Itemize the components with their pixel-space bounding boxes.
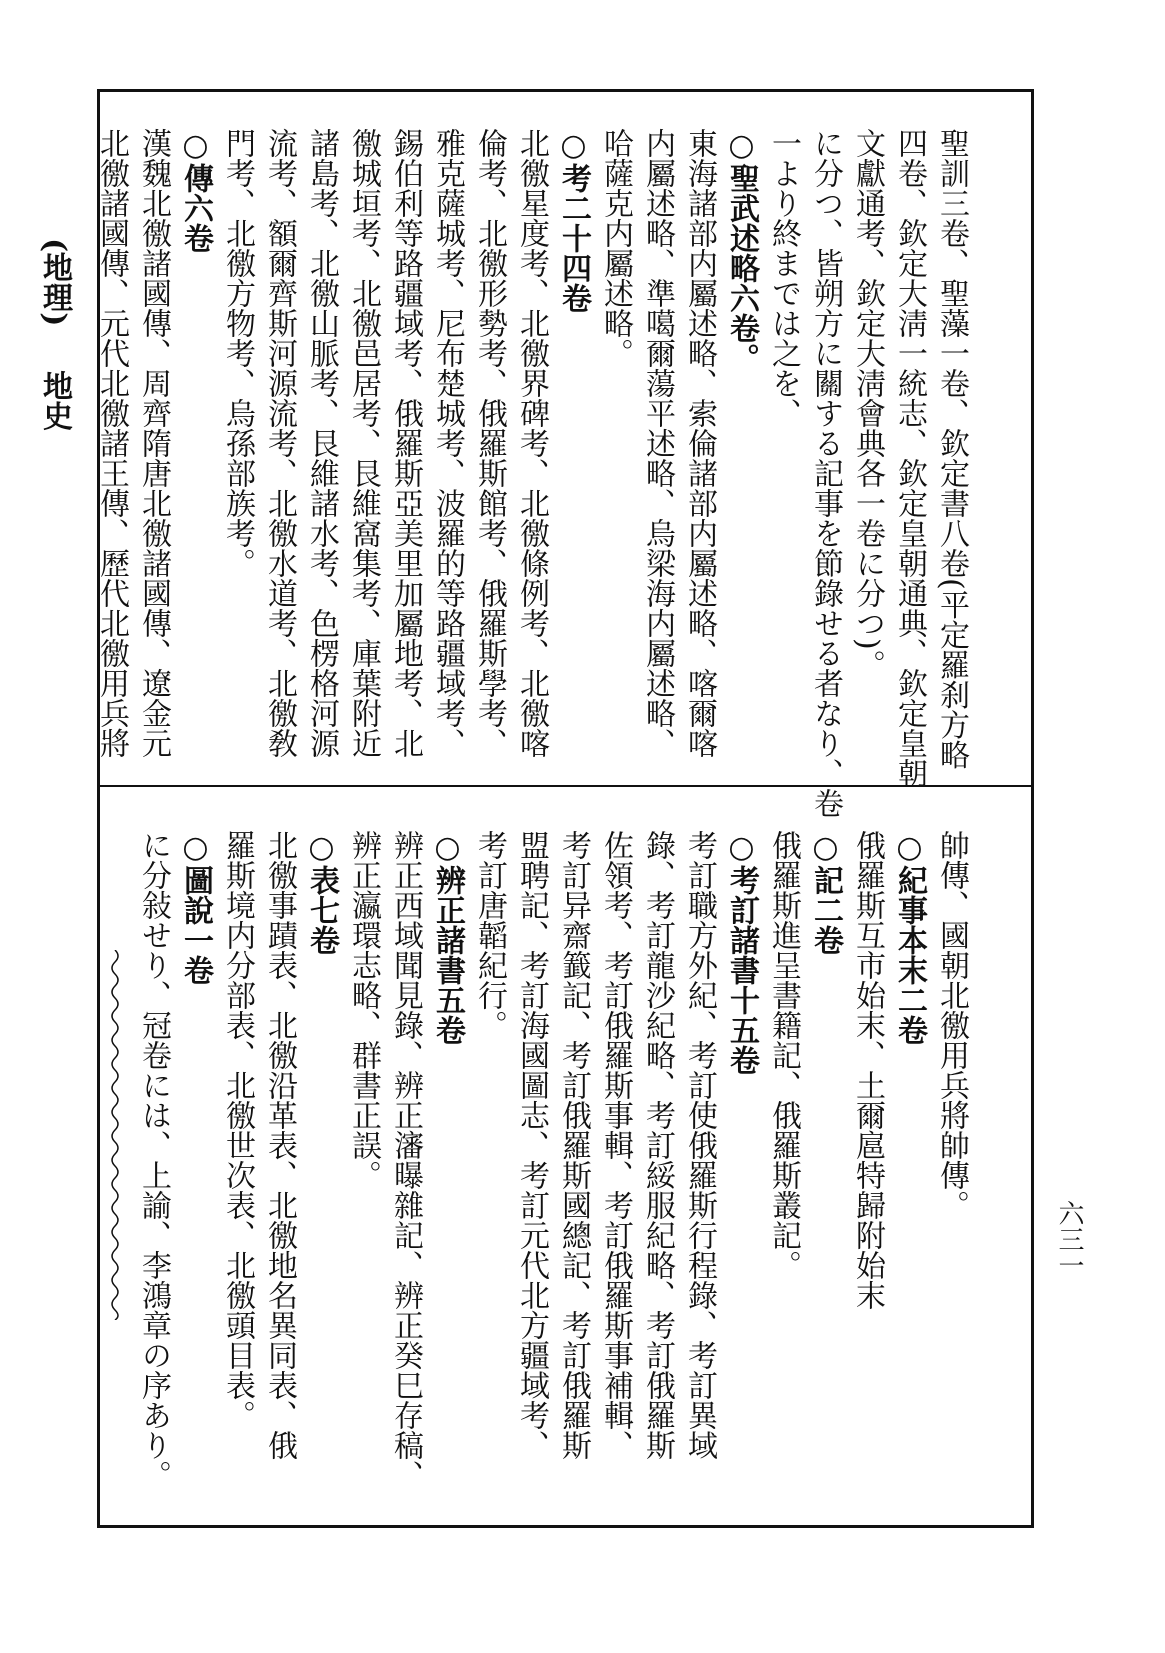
section-heading: ○考二十四卷 xyxy=(556,128,591,313)
text-column: 考訂職方外紀、考訂使俄羅斯行程錄、考訂異域 xyxy=(682,830,717,1460)
section-heading: ○圖說一卷 xyxy=(178,830,213,985)
section-heading: ○考訂諸書十五卷 xyxy=(724,830,759,1075)
text-column: 北徼事蹟表、北徼沿革表、北徼地名異同表、俄 xyxy=(262,830,297,1460)
text-column: 盟聘記、考訂海國圖志、考訂元代北方疆域考、 xyxy=(514,830,549,1460)
section-heading: ○紀事本末二卷 xyxy=(892,830,927,1045)
header-section: (地理) xyxy=(37,238,72,327)
text-column: 聖訓三卷、聖藻一卷、欽定書八卷(平定羅刹方略 xyxy=(934,128,969,770)
text-column: 内屬述略、準噶爾蕩平述略、烏梁海内屬述略、 xyxy=(640,128,675,758)
text-column: 羅斯境内分部表、北徼世次表、北徼頭目表。 xyxy=(220,830,255,1430)
text-column: 帥傳、國朝北徼用兵將帥傳。 xyxy=(934,830,969,1220)
text-column: に分つ、皆朔方に關する記事を節錄せる者なり、卷 xyxy=(808,128,843,818)
wavy-underline xyxy=(107,950,123,1320)
text-column: 流考、額爾齊斯河源流考、北徼水道考、北徼敎 xyxy=(262,128,297,758)
text-column: 漢魏北徼諸國傳、周齊隋唐北徼諸國傳、遼金元 xyxy=(136,128,171,758)
text-column: 北徼星度考、北徼界碑考、北徼條例考、北徼喀 xyxy=(514,128,549,758)
text-column: 東海諸部内屬述略、索倫諸部内屬述略、喀爾喀 xyxy=(682,128,717,758)
text-column: 門考、北徼方物考、烏孫部族考。 xyxy=(220,128,255,578)
text-column: 雅克薩城考、尼布楚城考、波羅的等路疆域考、 xyxy=(430,128,465,758)
text-column: 俄羅斯進呈書籍記、俄羅斯叢記。 xyxy=(766,830,801,1280)
text-column: 哈薩克内屬述略。 xyxy=(598,128,633,368)
text-column: 考訂唐韜紀行。 xyxy=(472,830,507,1040)
section-heading: ○記二卷 xyxy=(808,830,843,955)
section-heading: ○聖武述略六卷。 xyxy=(724,128,759,373)
page-header xyxy=(30,238,78,431)
text-column: 錫伯利等路疆域考、俄羅斯亞美里加屬地考、北 xyxy=(388,128,423,758)
page-number: 六三一 xyxy=(1054,1200,1084,1278)
text-column: 倫考、北徼形勢考、俄羅斯館考、俄羅斯學考、 xyxy=(472,128,507,758)
text-column: 諸島考、北徼山脈考、艮維諸水考、色楞格河源 xyxy=(304,128,339,758)
text-column: 辨正西域聞見錄、辨正瀋曝雜記、辨正癸巳存稿、 xyxy=(388,830,423,1490)
text-column: 北徼諸國傳、元代北徼諸王傳、歷代北徼用兵將 xyxy=(94,128,129,758)
header-title: 地史 xyxy=(37,370,72,431)
text-column: 一より終までは之を、 xyxy=(766,128,801,428)
text-column: 俄羅斯互市始末、土爾扈特歸附始末 xyxy=(850,830,885,1310)
section-heading: ○辨正諸書五卷 xyxy=(430,830,465,1045)
text-column: 考訂异齋籖記、考訂俄羅斯國總記、考訂俄羅斯 xyxy=(556,830,591,1460)
text-column: 佐領考、考訂俄羅斯事輯、考訂俄羅斯事補輯、 xyxy=(598,830,633,1460)
text-column: 徼城垣考、北徼邑居考、艮維窩集考、庫葉附近 xyxy=(346,128,381,758)
text-column: に分敍せり、冠卷には、上諭、李鴻章の序あり。 xyxy=(136,830,171,1490)
text-column: 文獻通考、欽定大淸會典各一卷に分つ)。 xyxy=(850,128,885,680)
text-column: 辨正瀛環志略、群書正誤。 xyxy=(346,830,381,1190)
text-column: 錄、考訂龍沙紀略、考訂綏服紀略、考訂俄羅斯 xyxy=(640,830,675,1460)
section-heading: ○傳六卷 xyxy=(178,128,213,253)
text-column: 四卷、欽定大淸一統志、欽定皇朝通典、欽定皇朝 xyxy=(892,128,927,788)
section-heading: ○表七卷 xyxy=(304,830,339,955)
